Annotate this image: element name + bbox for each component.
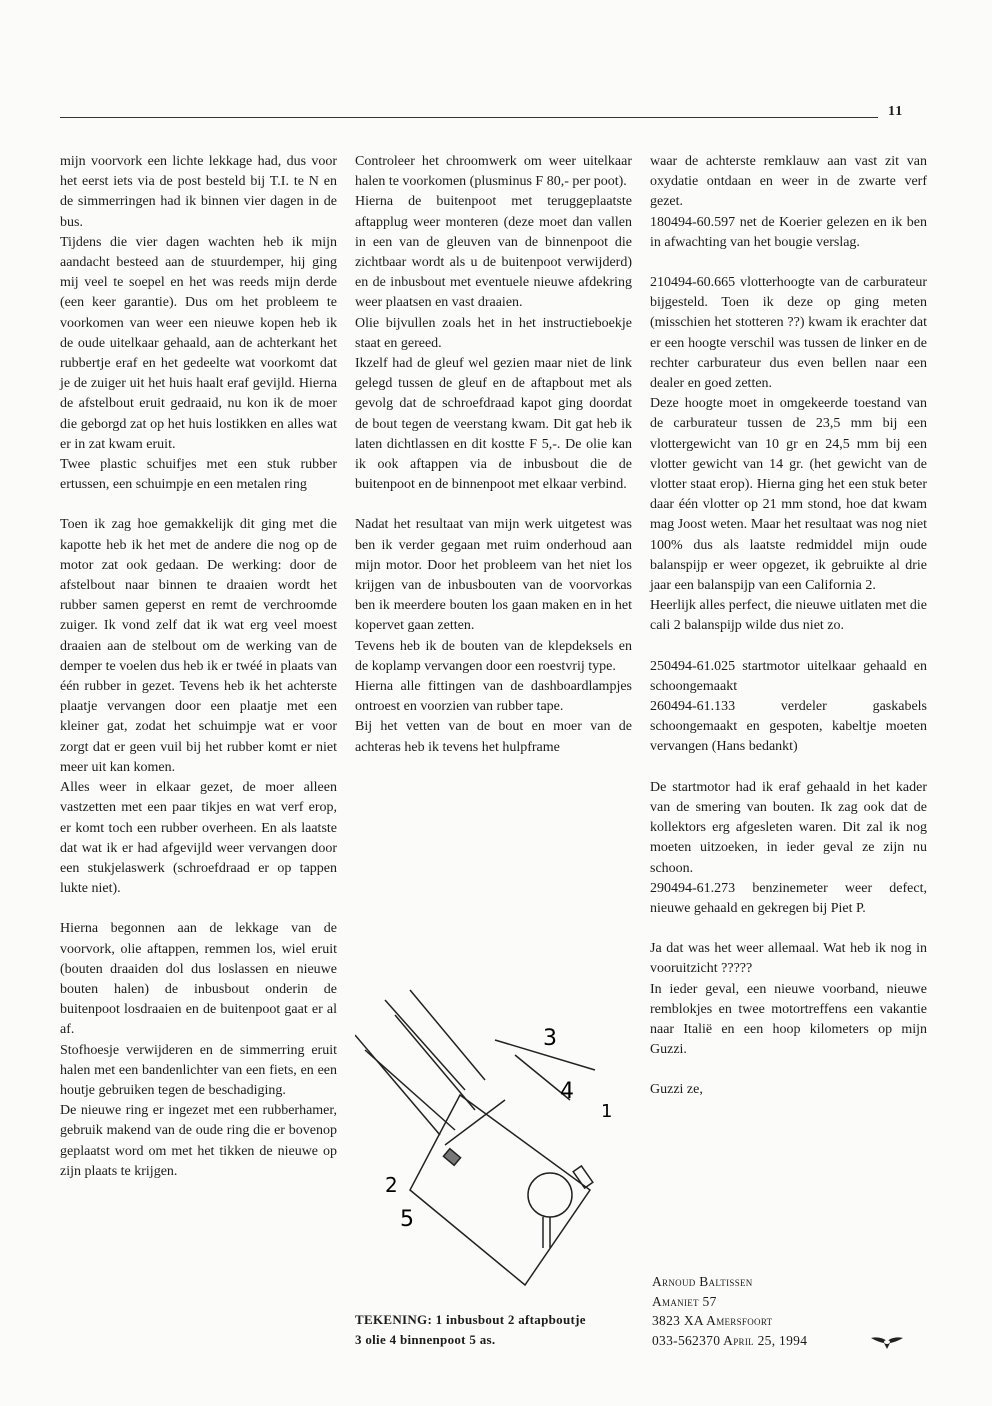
fork-drawing [355,980,632,1310]
figure-caption [355,1310,645,1350]
paragraph: 290494-61.273 benzinemeter weer defect, nieuwe gehaald en gekregen bij Piet P. [650,880,927,916]
moto-guzzi-eagle-icon [870,1334,904,1350]
paragraph: Deze hoogte moet in omgekeerde toestand van de carburateur tussen de 23,5 mm bij een vlottergewicht van 10 gr en 24,5 mm bij een vlotter gewicht van 14 gr. (het gewicht van de vlotter staat erop). Hierna ging het een stuk beter daar één vlotter op 21 mm stond, hoe dat kwam mag Joost weten. Maar het resultaat was nog niet 100% dus als laatste redmiddel mijn oude balanspijp er weer opgezet, ik gebruikte al drie jaar een balanspijp van een California 2. [650,396,927,594]
paragraph: 260494-61.133 verdeler gaskabels schoongemaakt en gespoten, kabeltje moeten vervangen (Hans bedankt) [650,699,927,755]
paragraph: mijn voorvork een lichte lekkage had, dus voor het eerst iets via de post besteld bij T.I. te N en de simmerringen had ik binnen vier dagen in de bus. [60,154,337,230]
article-column-2 [355,152,632,758]
paragraph: Ikzelf had de gleuf wel gezien maar niet de link gelegd tussen de gleuf en de aftapbout met als gevolg dat de schroefdraad kapot ging doordat de bout tegen de veerstang kwam. Dit gat heb ik laten dichtlassen en dit kostte F 5,-. De olie kan ik ook aftappen via de inbusbout die de buitenpoot en de binnenpoot met elkaar verbind. [355,356,632,493]
paragraph: Hierna alle fittingen van de dashboardlampjes ontroest en voorzien van rubber tape. [355,679,632,715]
author-street: Amaniet 57 [652,1293,717,1309]
paragraph: waar de achterste remklauw aan vast zit van oxydatie ontdaan en weer in de zwarte verf gezet. [650,154,927,210]
paragraph: Alles weer in elkaar gezet, de moer alleen vastzetten met een paar tikjes en wat verf erop, er komt toch een rubber overheen. En als laatste dat wat ik er had afgevijld weer vervangen door een stukjelaswerk (schroefdraad er op tappen lukte niet). [60,780,337,897]
paragraph: Twee plastic schuifjes met een stuk rubber ertussen, een schuimpje en een metalen ring [60,457,337,493]
paragraph: Hierna de buitenpoot met teruggeplaatste aftapplug weer monteren (deze moet dan vallen in een van de gleuven van de binnenpoot die zichtbaar wordt als u de buitenpoot verwijderd) en de inbusbout met eventuele nieuwe afdekring weer plaatsen en vast draaien. [355,194,632,311]
paragraph: Ja dat was het weer allemaal. Wat heb ik nog in vooruitzicht ????? [650,941,927,977]
paragraph: 250494-61.025 startmotor uitelkaar gehaald en schoongemaakt [650,658,927,694]
author-city: 3823 XA Amersfoort [652,1313,773,1328]
paragraph: Stofhoesje verwijderen en de simmerring eruit halen met een bandenlichter van een fiets, en een houtje gebruiken tegen de beschadiging. [60,1042,337,1098]
paragraph: De nieuwe ring er ingezet met een rubberhamer, gebruik makend van de oude ring die er bovenop geplaatst word om met het tikken de nieuwe op zijn plaats te krijgen. [60,1103,337,1179]
paragraph: Guzzi ze, [650,1082,703,1098]
paragraph: Controleer het chroomwerk om weer uitelkaar halen te voorkomen (plusminus F 80,- per poot). [355,154,632,190]
author-phone-date: 033-562370 April 25, 1994 [652,1332,808,1348]
paragraph: Heerlijk alles perfect, die nieuwe uitlaten met die cali 2 balanspijp wilde dus niet zo. [650,598,927,634]
paragraph: Toen ik zag hoe gemakkelijk dit ging met die kapotte heb ik het met de andere die nog op de motor zat ook gedaan. De werking: door de afstelbout naar binnen te draaien wordt het rubber samen geperst en remt de verchroomde zuiger. Ik vond zelf dat ik wat erg veel moest draaien aan de stelbout om de werking van de demper te voelen dus heb ik er twéé in plaats van één rubber in gezet. Tevens heb ik het achterste plaatje vervangen door een plaatje met een kleiner gat, zodat het schuimpje wat er voor zorgt dat er geen vuil bij het rubber komt er niet meer uit kan komen. [60,517,337,775]
caption-line-1: TEKENING: 1 inbusbout 2 aftapboutje [355,1312,586,1327]
paragraph: Tijdens die vier dagen wachten heb ik mijn aandacht besteed aan de stuurdemper, hij ging mij veel te soepel en het was reeds mijn derde (een keer garantie). Dus om het probleem te voorkomen van weer een nieuwe kopen heb ik de oude uitelkaar gehaald, aan de achterkant het rubbertje eraf en het gedeelte wat voorkomt dat je de zuiger uit het huis haalt eraf gevijld. Hierna de afstelbout eruit gedraaid, nu kon ik de moer die geborgd zat op het huis lostikken en alles wat er in zat kwam eruit. [60,234,337,452]
paragraph: 210494-60.665 vlotterhoogte van de carburateur bijgesteld. Toen ik deze op ging meten (misschien het stotteren ??) kwam ik erachter dat er een hoogte verschil was tussen de linker en de rechter carburateur dus even bellen naar een dealer en goed zetten. [650,275,927,392]
paragraph: 180494-60.597 net de Koerier gelezen en ik ben in afwachting van het bougie verslag. [650,214,927,250]
figure-label-2: 2 [385,1173,398,1197]
paragraph: Olie bijvullen zoals het in het instructieboekje staat en gereed. [355,315,632,351]
figure-label-1: 1 [601,1101,613,1122]
page-number: 11 [888,104,904,119]
paragraph: Tevens heb ik de bouten van de klepdeksels en de koplamp vervangen door een roestvrij type. [355,638,632,674]
author-name: Arnoud Baltissen [652,1274,753,1289]
paragraph: Hierna begonnen aan de lekkage van de voorvork, olie aftappen, remmen los, wiel eruit (bouten draaiden dol dus loslassen en nieuwe bouten halen) de inbusbout onderin de buitenpoot losdraaien en de buitenpoot gaat er al af. [60,921,337,1038]
article-column-1 [60,152,337,1182]
paragraph: Bij het vetten van de bout en moer van de achteras heb ik tevens het hulpframe [355,719,632,755]
caption-line-2: 3 olie 4 binnenpoot 5 as. [355,1332,496,1347]
paragraph: De startmotor had ik eraf gehaald in het kader van de smering van bouten. Ik zag ook dat de kollektors erg afgesleten waren. Dit zal ik nog moeten uitzoeken, in ieder geval ze zijn nu schoon. [650,779,927,876]
figure-label-5: 5 [400,1207,414,1232]
paragraph: Nadat het resultaat van mijn werk uitgetest was ben ik verder gegaan met ruim onderhoud aan mijn motor. Door het probleem van het niet los krijgen van de inbusbouten van de voorvorkas ben ik meerdere bouten los gaan maken en in het kopervet gaan zetten. [355,517,632,634]
paragraph: In ieder geval, een nieuwe voorband, nieuwe remblokjes en twee motortreffens een vakantie naar Italië en een hoop kilometers op mijn Guzzi. [650,981,927,1058]
figure-label-3: 3 [543,1026,557,1051]
header-rule [60,117,878,118]
article-column-3 [650,152,927,1101]
figure-label-4: 4 [560,1079,574,1104]
